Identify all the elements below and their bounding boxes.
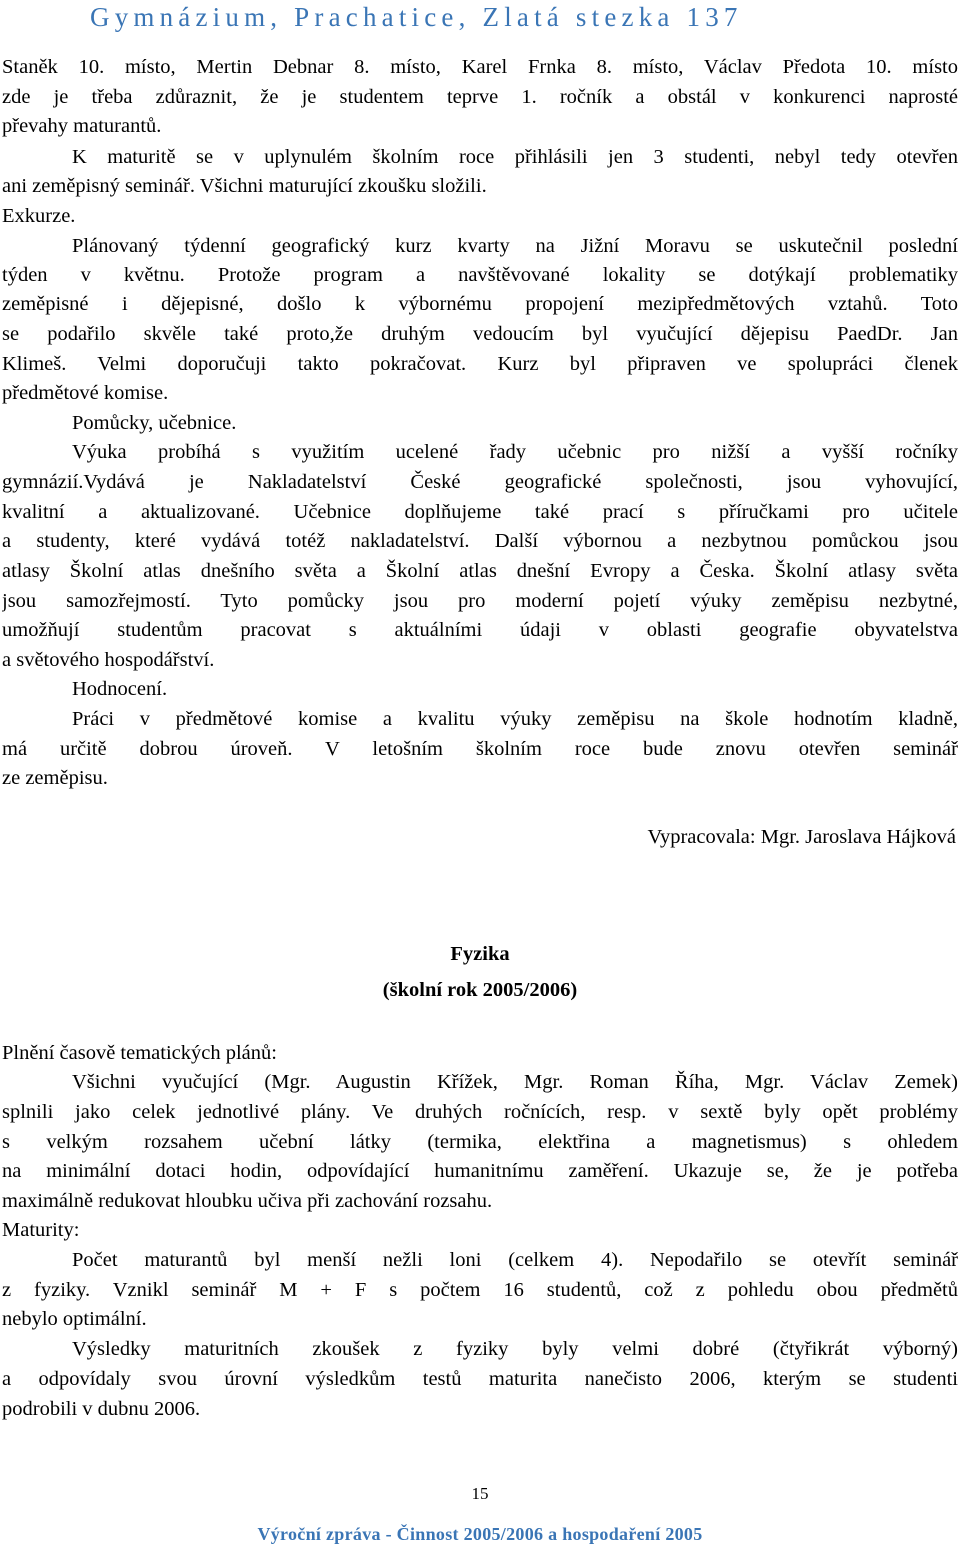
text-line: kvalitní a aktualizované. Učebnice doplňujeme také prací s příručkami pro učitele bbox=[2, 501, 958, 523]
section-heading-pomucky: Pomůcky, učebnice. bbox=[72, 412, 237, 434]
text-line: nebylo optimální. bbox=[2, 1308, 147, 1330]
text-line: splnili jako celek jednotlivé plány. Ve druhých ročnících, resp. v sextě byly opět problémy bbox=[2, 1101, 958, 1123]
text-line: Plánovaný týdenní geografický kurz kvarty na Jižní Moravu se uskutečnil poslední bbox=[72, 235, 958, 257]
text-line: podrobili v dubnu 2006. bbox=[2, 1398, 201, 1420]
page-header-title: Gymnázium, Prachatice, Zlatá stezka 137 bbox=[90, 2, 743, 32]
text-line: Výsledky maturitních zkoušek z fyziky byly velmi dobré (čtyřikrát výborný) bbox=[72, 1338, 958, 1360]
text-line: týden v květnu. Protože program a navštěvované lokality se dotýkají problematiky bbox=[2, 264, 958, 286]
section-subtitle-school-year: (školní rok 2005/2006) bbox=[382, 979, 578, 1001]
text-line: má určitě dobrou úroveň. V letošním školním roce bude znovu otevřen seminář bbox=[2, 738, 958, 760]
section-heading-exkurze: Exkurze. bbox=[2, 205, 76, 227]
text-line: s velkým rozsahem učební látky (termika, elektřina a magnetismus) s ohledem bbox=[2, 1131, 958, 1153]
text-line: Klimeš. Velmi doporučuji takto pokračovat. Kurz byl připraven ve spolupráci členek bbox=[2, 353, 958, 375]
page-footer: Výroční zpráva - Činnost 2005/2006 a hospodaření 2005 bbox=[257, 1524, 703, 1544]
text-line: zde je třeba zdůraznit, že je studentem teprve 1. ročník a obstál v konkurenci naprosté bbox=[2, 86, 958, 108]
text-line: převahy maturantů. bbox=[2, 115, 162, 137]
page-number: 15 bbox=[471, 1484, 489, 1503]
text-line: ze zeměpisu. bbox=[2, 767, 108, 789]
text-line: K maturitě se v uplynulém školním roce přihlásili jen 3 studenti, nebyl tedy otevřen bbox=[72, 146, 958, 168]
text-line: na minimální dotaci hodin, odpovídající humanitnímu zaměření. Ukazuje se, že je potřeba bbox=[2, 1160, 958, 1182]
text-line: atlasy Školní atlas dnešního světa a Školní atlas dnešní Evropy a Česka. Školní atlasy světa bbox=[2, 560, 958, 582]
text-line: se podařilo skvěle také proto,že druhým vedoucím byl vyučující dějepisu PaedDr. Jan bbox=[2, 323, 958, 345]
text-line: Práci v předmětové komise a kvalitu výuky zeměpisu na škole hodnotím kladně, bbox=[72, 708, 958, 730]
text-line: Staněk 10. místo, Mertin Debnar 8. místo, Karel Frnka 8. místo, Václav Předota 10. místo bbox=[2, 56, 958, 78]
text-line: zeměpisné i dějepisné, došlo k výbornému propojení mezipředmětových vztahů. Toto bbox=[2, 293, 958, 315]
text-line: umožňují studentům pracovat s aktuálními údaji v oblasti geografie obyvatelstva bbox=[2, 619, 958, 641]
section-heading-plans: Plnění časově tematických plánů: bbox=[2, 1042, 277, 1064]
section-title-fyzika: Fyzika bbox=[450, 943, 510, 965]
text-line: Výuka probíhá s využitím ucelené řady učebnic pro nižší a vyšší ročníky bbox=[72, 441, 958, 463]
text-line: gymnázií.Vydává je Nakladatelství České geografické společnosti, jsou vyhovující, bbox=[2, 471, 958, 493]
text-line: a studenty, které vydává totéž nakladatelství. Další výbornou a nezbytnou pomůckou jsou bbox=[2, 530, 958, 552]
text-line: ani zeměpisný seminář. Všichni maturující zkoušku složili. bbox=[2, 175, 487, 197]
text-line: z fyziky. Vznikl seminář M + F s počtem 16 studentů, což z pohledu obou předmětů bbox=[2, 1279, 958, 1301]
section-heading-hodnoceni: Hodnocení. bbox=[72, 678, 168, 700]
text-line: a světového hospodářství. bbox=[2, 649, 215, 671]
text-line: Všichni vyučující (Mgr. Augustin Křížek, Mgr. Roman Říha, Mgr. Václav Zemek) bbox=[72, 1071, 958, 1093]
text-line: a odpovídaly svou úrovní výsledkům testů maturita nanečisto 2006, kterým se studenti bbox=[2, 1368, 958, 1390]
text-line: jsou samozřejmostí. Tyto pomůcky jsou pro moderní pojetí výuky zeměpisu nezbytné, bbox=[2, 590, 958, 612]
text-line: předmětové komise. bbox=[2, 382, 169, 404]
text-line: maximálně redukovat hloubku učiva při zachování rozsahu. bbox=[2, 1190, 493, 1212]
text-line: Počet maturantů byl menší nežli loni (celkem 4). Nepodařilo se otevřít seminář bbox=[72, 1249, 958, 1271]
signature-line: Vypracovala: Mgr. Jaroslava Hájková bbox=[647, 826, 956, 848]
section-heading-maturity: Maturity: bbox=[2, 1219, 80, 1241]
